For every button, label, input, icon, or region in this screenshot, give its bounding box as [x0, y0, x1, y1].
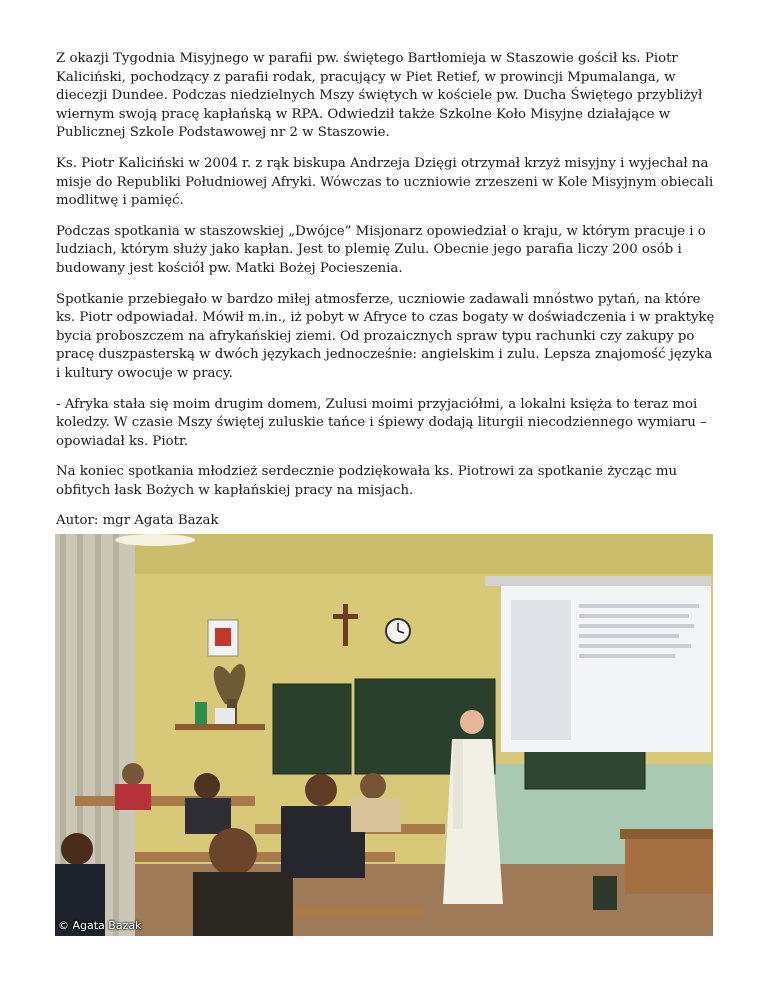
- classroom-photo: [55, 534, 713, 936]
- classroom-photo-illustration: [55, 534, 713, 936]
- paragraph-intro: Z okazji Tygodnia Misyjnego w parafii pw. świętego Bartłomieja w Staszowie gościł ks. Piotr Kaliciński, pochodzący z parafii rodak, pracujący w Piet Retief, w prowincji Mpumalanga, w diecezji Dundee. Podczas niedzielnych Mszy świętych w kościele pw. Ducha Świętego przybliżył wiernym swoją pracę kapłańską w RPA. Odwiedził także Szkolne Koło Misyjne działające w Publicznej Szkole Podstawowej nr 2 w Staszowie.: [56, 51, 703, 141]
- paragraph-quote: - Afryka stała się moim drugim domem, Zulusi moimi przyjaciółmi, a lokalni księża to teraz moi koledzy. W czasie Mszy świętej zuluskie tańce i śpiewy dodają liturgii niecodziennego wymiaru – opowiadał ks. Piotr.: [56, 396, 707, 449]
- paragraph-meeting: Podczas spotkania w staszowskiej „Dwójce” Misjonarz opowiedział o kraju, w którym pracuje i o ludziach, którym służy jako kapłan. Jest to plemię Zulu. Obecnie jego parafia liczy 200 osób i budowany jest kościół pw. Matki Bożej Pocieszenia.: [56, 223, 706, 276]
- author-line: Autor: mgr Agata Bazak: [56, 513, 219, 529]
- article-body: [56, 50, 716, 543]
- photo-credit: © Agata Bazak: [58, 919, 142, 932]
- paragraph-closing: Na koniec spotkania młodzież serdecznie podziękowała ks. Piotrowi za spotkanie życząc mu obfitych łask Bożych w kapłańskiej pracy na misjach.: [56, 464, 678, 498]
- paragraph-history: Ks. Piotr Kaliciński w 2004 r. z rąk biskupa Andrzeja Dzięgi otrzymał krzyż misyjny i wyjechał na misje do Republiki Południowej Afryki. Wówczas to uczniowie zrzeszeni w Kole Misyjnym obiecali modlitwę i pamięć.: [56, 155, 714, 209]
- paragraph-atmosphere: Spotkanie przebiegało w bardzo miłej atmosferze, uczniowie zadawali mnóstwo pytań, na które ks. Piotr odpowiadał. Mówił m.in., iż pobyt w Afryce to czas bogaty w doświadczenia i w praktykę bycia proboszczem na afrykańskiej ziemi. Od prozaicznych spraw typu rachunki czy zakupy po pracę duszpasterską w dwóch językach jednocześnie: angielskim i zulu. Lepsza znajomość języka i kultury owocuje w pracy.: [56, 291, 715, 381]
